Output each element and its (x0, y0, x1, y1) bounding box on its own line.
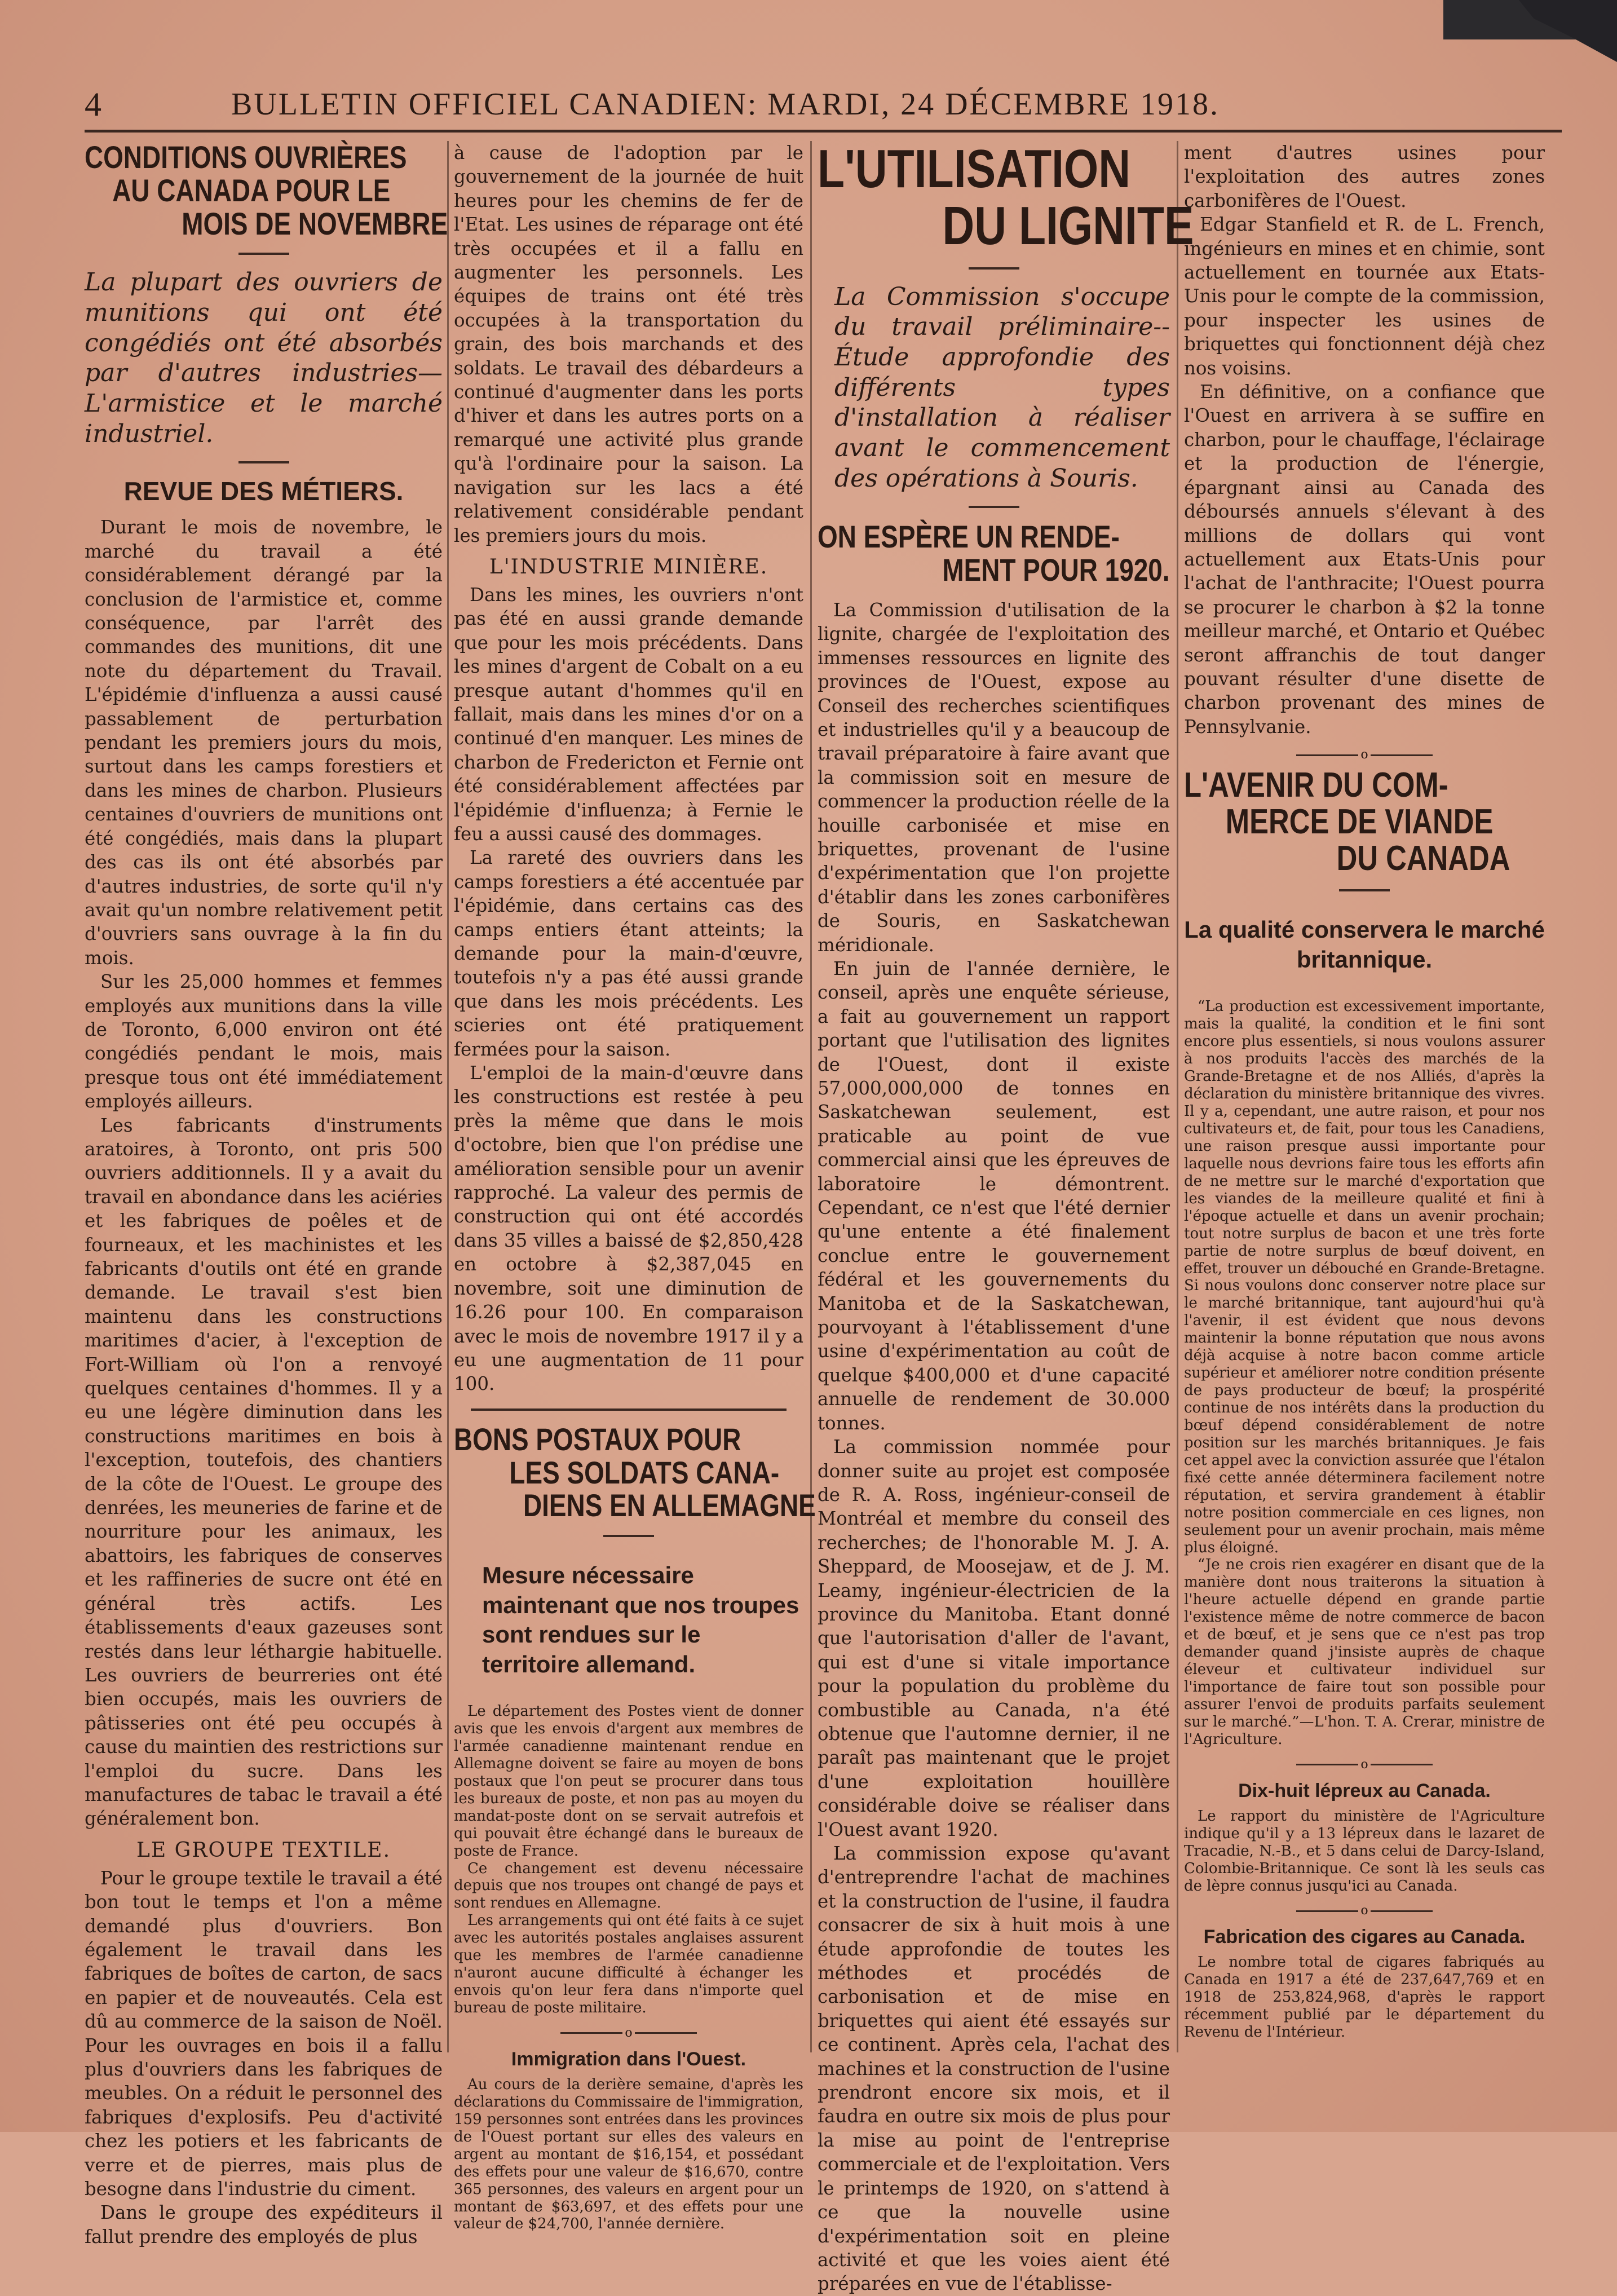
section-heading: Dix-huit lépreux au Canada. (1238, 1780, 1491, 1802)
divider (238, 461, 289, 463)
ornament-separator (1184, 749, 1545, 761)
article-subhead: La Commission s'occupe du travail préliminaire--Étude approfondie des différents types d'installation à réaliser avant le commencement des opérations à Souris. (834, 282, 1170, 493)
paragraph: En juin de l'année dernière, le conseil, après une enquête sérieuse, a fait au gouvernement un rapport portant que l'utilisation des lignites de l'Ouest, dont il existe 57,000,000,000 de tonnes en Saskatchewan seulement, est praticable au point de vue commercial ainsi que les épreuves de laboratoire le démontrent. Cependant, ce n'est que l'été dernier qu'une entente a été finalement conclue entre le gouvernement fédéral et les gouvernements du Manitoba et de la Saskatchewan, pourvoyant à l'établissement d'une usine d'expérimentation au coût de quelque $400,000 et d'une capacité annuelle de rendement de 30.000 tonnes. (818, 957, 1170, 1434)
headline-line: DU CANADA (1336, 839, 1510, 878)
paragraph: Dans les mines, les ouvriers n'ont pas été en aussi grande demande que pour les mois précédents. Dans les mines d'argent de Cobalt on a eu presque autant d'hommes qu'il en fallait, mais dans les mines d'or on a continué d'en manquer. Les mines de charbon de Fredericton et Fernie ont été considérablement affectées par l'épidémie d'influenza; à Fernie le feu a aussi causé des dommages. (454, 584, 803, 845)
paragraph: Le nombre total de cigares fabriqués au Canada en 1917 a été de 237,647,769 et en 1918 de 253,824,968, d'après le rapport récemment publié par le département du Revenu de l'Intérieur. (1184, 1954, 1545, 2041)
headline-line: L'AVENIR DU COM- (1184, 766, 1448, 805)
article-subhead: La plupart des ouvriers de munitions qui ont été congédiés ont été absorbés par d'autres industries—L'armistice et le marché industriel. (85, 268, 443, 448)
paragraph: Edgar Stanfield et R. de L. French, ingénieurs en mines et en chimie, sont actuellement en tournée aux Etats-Unis pour le compte de la commission, pour inspecter les usines de briquettes qui fonctionnent déjà chez nos voisins. (1184, 214, 1545, 379)
paragraph: ment d'autres usines pour l'exploitation des autres zones carbonifères de l'Ouest. (1184, 142, 1545, 211)
column-1 (85, 139, 448, 2248)
separator-mark: o (1360, 748, 1368, 762)
article-headline (818, 520, 1170, 587)
paragraph: “Je ne crois rien exagérer en disant que de la manière dont nous traiterons la situation à l'heure actuelle dépend en grande partie l'existence même de notre commerce de bacon et de bœuf, et je sens que ce n'est pas trop demander quand j'insiste auprès de chaque éleveur et cultivateur individuel sur l'importance de faire tout son possible pour assurer l'envoi de produits parfaits seulement sur le marché.”—L'hon. T. A. Crerar, ministre de l'Agriculture. (1184, 1556, 1545, 1748)
paragraph: Sur les 25,000 hommes et femmes employés aux munitions dans la ville de Toronto, 6,000 environ ont été congédiés pendant le mois, mais presque tous ont été immédiatement employés ailleurs. (85, 971, 443, 1112)
paragraph: Les arrangements qui ont été faits à ce sujet avec les autorités postales anglaises assurent que les membres de l'armée canadienne n'auront aucune difficulté à échanger les envois qu'on leur fera dans n'importe quel bureau de poste militaire. (454, 1912, 803, 2017)
page-header (85, 79, 1562, 133)
paragraph: Au cours de la derière semaine, d'après les déclarations du Commissaire de l'immigration, 159 personnes sont entrées dans les provinces de l'Ouest portant sur elles des valeurs en argent au montant de $16,154, et possédant des effets pour une valeur de $16,670, contre 365 personnes, des valeurs en argent pour un montant de $63,697, et des effets pour une valeur de $24,700, l'année dernière. (454, 2076, 803, 2233)
column-4 (1184, 141, 1545, 2052)
headline-line: MOIS DE NOVEMBRE (182, 205, 448, 241)
column-2 (454, 141, 816, 2233)
ornament-separator (1184, 1759, 1545, 1771)
divider (1339, 889, 1390, 891)
paragraph: La rareté des ouvriers dans les camps forestiers a été accentuée par l'épidémie, dans certains cas des camps entiers étant atteints; la demande pour la main-d'œuvre, toutefois n'y a pas été aussi grande que dans les mois précédents. Les scieries ont été pratiquement fermées pour la saison. (454, 847, 803, 1060)
divider (603, 1535, 654, 1537)
paragraph: Durant le mois de novembre, le marché du travail a été considérablement dérangé par la conclusion de l'armistice et, comme conséquence, par l'arrêt des commandes des munitions, dit une note du département du Travail. L'épidémie d'influenza a aussi causé passablement de perturbation pendant les premiers jours du mois, surtout dans les camps forestiers et dans les mines de charbon. Plusieurs centaines d'ouvriers de munitions ont été congédiés, mais dans la plupart des cas ils ont été absorbés par d'autres industries, de sorte qu'il n'y avait qu'un nombre relativement petit d'ouvriers sans ouvrage à la fin du mois. (85, 516, 443, 969)
section-heading: L'INDUSTRIE MINIÈRE. (489, 555, 768, 579)
page-number: 4 (85, 85, 101, 123)
headline-line: DIENS EN ALLEMAGNE (523, 1487, 816, 1524)
ornament-separator (1184, 1905, 1545, 1917)
article-headline (454, 1421, 816, 1524)
masthead-title: BULLETIN OFFICIEL CANADIEN: MARDI, 24 DÉCEMBRE 1918. (231, 87, 1220, 122)
column-rule (810, 141, 812, 2052)
ornament-separator (454, 2027, 803, 2039)
section-heading: Fabrication des cigares au Canada. (1203, 1926, 1526, 1948)
headline-line: DU LIGNITE (942, 195, 1194, 256)
headline-line: BONS POSTAUX POUR (454, 1421, 741, 1457)
paragraph: Dans le groupe des expéditeurs il fallut prendre des employés de plus (85, 2202, 443, 2248)
headline-line: MENT POUR 1920. (942, 552, 1170, 588)
article-deck: Mesure nécessaire maintenant que nos troupes sont rendues sur le territoire allemand. (482, 1562, 799, 1677)
paragraph: Pour le groupe textile le travail a été bon tout le temps et l'on a même demandé plus d'ouvriers. Bon également le travail dans les fabriques de boîtes de carton, de sacs en papier et de nouveautés. Cela est dû au commerce de la saison de Noël. Pour les ouvrages en bois il a fallu plus d'ouvriers dans les fabriques de meubles. On a réduit le personnel des fabriques d'explosifs. Peu d'activité chez les potiers et les fabricants de verre et de pierres, mais plus de besogne dans l'industrie du ciment. (85, 1867, 443, 2200)
paragraph: La commission nommée pour donner suite au projet est composée de R. A. Ross, ingénieur-conseil de Montréal et membre du conseil des recherches; de l'honorable M. J. A. Sheppard, de Moosejaw, et de J. M. Leamy, ingénieur-électricien de la province du Manitoba. Etant donné que l'autorisation d'aller de l'avant, qui est d'une si vitale importance pour la population du problème du combustible au Canada, n'a été obtenue que l'automne dernier, il ne paraît pas maintenant que le projet d'une exploitation houillère considérable doive se réaliser dans l'Ouest avant 1920. (818, 1436, 1170, 1840)
article-headline (1184, 767, 1545, 877)
divider (471, 1408, 787, 1411)
separator-mark: o (1360, 1757, 1368, 1772)
headline-line: CONDITIONS OUVRIÈRES (85, 139, 407, 175)
paragraph: Le département des Postes vient de donner avis que les envois d'argent aux membres de l'armée canadienne maintenant rendue en Allemagne doivent se faire au moyen de bons postaux que l'on peut se procurer dans tous les bureaux de poste, et non pas au moyen du mandat-poste dont on se servait autrefois et qui pouvait être échangé dans le bureaux de poste de France. (454, 1703, 803, 1860)
paragraph: En définitive, on a confiance que l'Ouest en arrivera à se suffire en charbon, pour le chauffage, l'éclairage et la production de l'énergie, épargnant ainsi au Canada des déboursés annuels s'élevant à des millions de dollars qui vont actuellement aux Etats-Unis pour l'achat de l'anthracite; l'Ouest pourra se procurer le charbon à $2 la tonne meilleur marché, et Ontario et Québec seront affranchis de tout danger pouvant résulter d'une disette de charbon provenant des mines de Pennsylvanie. (1184, 381, 1545, 738)
paragraph: L'emploi de la main-d'œuvre dans les constructions est restée à peu près la même que dans le mois d'octobre, bien que l'on prédise une amélioration sensible pour un avenir rapproché. La valeur des permis de construction qui ont été accordés dans 35 villes a baissé de $2,850,428 en octobre à $2,387,045 en novembre, soit une diminution de 16.26 pour 100. En comparaison avec le mois de novembre 1917 il y a eu une augmentation de 11 pour 100. (454, 1062, 803, 1395)
separator-mark: o (625, 2025, 633, 2040)
headline-line: ON ESPÈRE UN RENDE- (818, 519, 1120, 555)
headline-line: L'UTILISATION (818, 139, 1131, 199)
headline-line: LES SOLDATS CANA- (509, 1454, 780, 1490)
headline-line: MERCE DE VIANDE (1225, 802, 1494, 842)
paragraph: Ce changement est devenu nécessaire depuis que nos troupes ont changé de pays et sont rendues en Allemagne. (454, 1860, 803, 1912)
headline-line: AU CANADA POUR LE (112, 172, 391, 208)
article-deck: La qualité conservera le marché britannique. (1184, 916, 1545, 973)
column-rule (447, 141, 449, 2052)
paragraph: Les fabricants d'instruments aratoires, à Toronto, ont pris 500 ouvriers additionnels. Il y a avait du travail en abondance dans les aciéries et les fabriques de poêles et de fourneaux, et les machinistes et les fabricants d'outils ont été en grande demande. Le travail s'est bien maintenu dans les constructions maritimes d'acier, à l'exception de Fort-William où l'on a renvoyé quelques centaines d'hommes. Il y a eu une légère diminution dans les constructions maritimes en bois à l'exception, toutefois, des chantiers de la côte de l'Ouest. Le groupe des denrées, les meuneries de farine et de nourriture pour les animaux, les abattoirs, les fabriques de conserves et les raffineries de sucre ont été en général très actifs. Les établissements d'eaux gazeuses sont restés dans leur léthargie habituelle. Les ouvriers de beurreries ont été bien occupés, mais les ouvriers de pâtisseries ont été peu occupés à cause du maintien des restrictions sur l'emploi du sucre. Dans les manufactures de tabac le travail a été généralement bon. (85, 1114, 443, 1830)
column-rule (1177, 141, 1178, 2052)
divider (969, 267, 1019, 270)
paragraph: “La production est excessivement importante, mais la qualité, la condition et le fini sont encore plus essentiels, si nous voulons assurer à nos produits l'accès des marchés de la Grande-Bretagne et de nos Alliés, d'après la déclaration du ministère britannique des vivres. Il y a, cependant, une autre raison, et pour nos cultivateurs et, de fait, pour tous les Canadiens, une raison presque aussi importante pour laquelle nous devrions faire tous les efforts afin de ne mettre sur le marché d'exportation que les viandes de la meilleure qualité et fini à l'époque actuelle et dans un avenir prochain; tout notre surplus de bacon et une très forte partie de notre surplus de bœuf doivent, en effet, trouver un débouché en Grande-Bretagne. Si nous voulons donc conserver notre place sur le marché britannique, tant aujourd'hui qu'à l'avenir, il est évident que nous devons maintenir la bonne réputation que nous avons déjà acquise à notre bacon comme article supérieur et améliorer notre condition présente de pays producteur de bœuf; la prospérité continue de nos intérêts dans la production du bœuf dépend considérablement de notre position sur les marchés britanniques. Je fais cet appel avec la conviction assurée que l'étalon fixé cette année déterminera facilement notre réputation, et servira grandement à établir notre position commerciale en ces lignes, non seulement pour un avenir prochain, mais même plus éloigné. (1184, 998, 1545, 1556)
article-headline (818, 139, 1194, 256)
separator-mark: o (1360, 1904, 1368, 1918)
section-heading: Immigration dans l'Ouest. (511, 2048, 746, 2070)
paragraph: La commission expose qu'avant d'entreprendre l'achat de machines et la construction de l'usine, il faudra consacrer de six à huit mois à une étude approfondie de toutes les méthodes et procédés de carbonisation et de mise en briquettes qui aient été essayés sur ce continent. Après cela, l'achat des machines et la construction de l'usine prendront encore six mois, et il faudra en outre six mois de plus pour la mise au point de l'entreprise commerciale et de l'exploitation. Vers le printemps de 1920, on s'attend à ce que la nouvelle usine d'expérimentation soit en pleine activité et que les voies aient été préparées en vue de l'établisse- (818, 1843, 1170, 2295)
column-3 (818, 139, 1194, 2295)
divider (238, 253, 289, 255)
paragraph: Le rapport du ministère de l'Agriculture indique qu'il y a 13 lépreux dans le lazaret de Tracadie, N.-B., et 5 dans celui de Darcy-Island, Colombie-Britannique. Ce sont là les seuls cas de lèpre connus jusqu'ici au Canada. (1184, 1807, 1545, 1895)
paragraph: La Commission d'utilisation de la lignite, chargée de l'exploitation des immenses ressources en lignite des provinces de l'Ouest, expose au Conseil des recherches scientifiques et industrielles qu'il y a beaucoup de travail préparatoire à faire avant que la commission soit en mesure de commencer la production réelle de la houille carbonisée et mise en briquettes, provenant de l'usine d'expérimentation que l'on projette d'établir dans les zones carbonifères de Souris, en Saskatchewan méridionale. (818, 599, 1170, 956)
divider (969, 506, 1019, 508)
paragraph: à cause de l'adoption par le gouvernement de la journée de huit heures pour les chemins de fer de l'Etat. Les usines de réparage ont été très occupées et il a fallu en augmenter les personnels. Les équipes de trains ont été très occupées à la transportation du grain, des bois marchands et des soldats. Le travail des débardeurs a continué d'augmenter dans les ports d'hiver et dans les autres ports on a remarqué une activité plus grande qu'à l'ordinaire pour la saison. La navigation sur les lacs a été relativement considérable pendant les premiers jours du mois. (454, 142, 803, 546)
section-heading: LE GROUPE TEXTILE. (136, 1838, 391, 1862)
section-heading: REVUE DES MÉTIERS. (123, 476, 404, 506)
article-headline (85, 139, 448, 241)
